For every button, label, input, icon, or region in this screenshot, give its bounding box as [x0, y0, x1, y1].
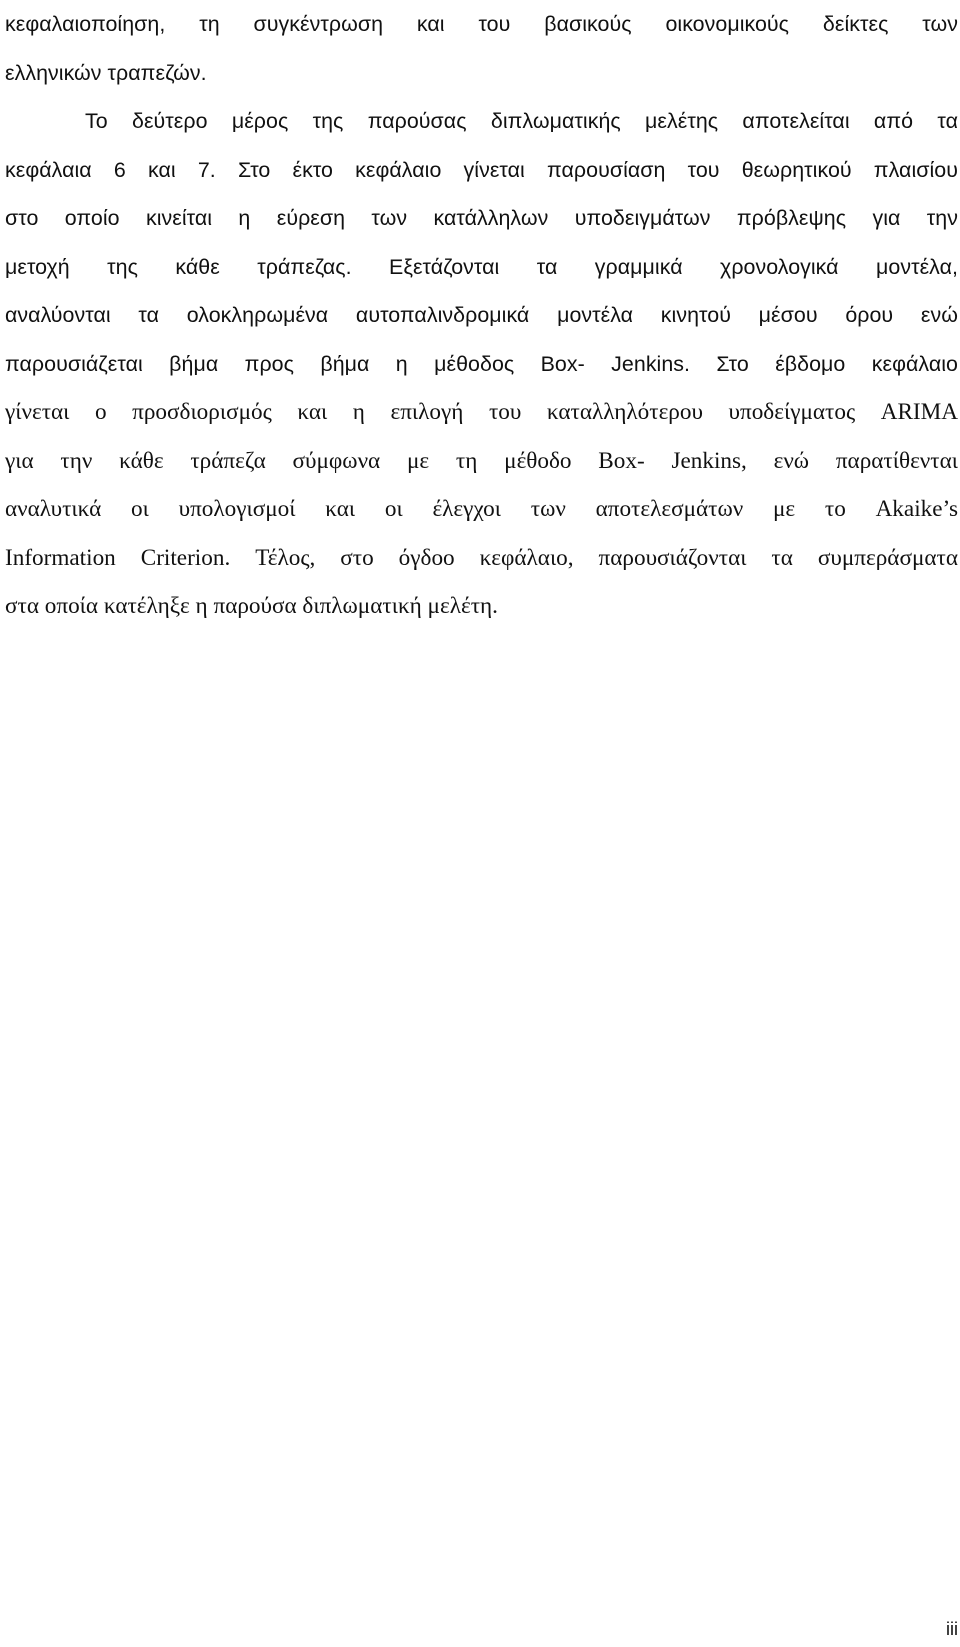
text-line-4: κεφάλαια 6 και 7. Στο έκτο κεφάλαιο γίνεται παρουσίαση του θεωρητικού πλαισίου	[5, 157, 958, 182]
text-line-9: γίνεται ο προσδιορισμός και η επιλογή του καταλληλότερου υποδείγματος ARIMA	[5, 399, 958, 425]
text-line-10: για την κάθε τράπεζα σύμφωνα με τη μέθοδο Box- Jenkins, ενώ παρατίθενται	[5, 447, 958, 474]
text-line-11: αναλυτικά οι υπολογισμοί και οι έλεγχοι των αποτελεσμάτων με το Akaike’s	[5, 496, 958, 522]
text-line-3: Το δεύτερο μέρος της παρούσας διπλωματικής μελέτης αποτελείται από τα	[85, 109, 958, 133]
text-line-1: κεφαλαιοποίηση, τη συγκέντρωση και του βασικούς οικονομικούς δείκτες των	[5, 12, 958, 36]
text-line-13: στα οποία κατέληξε η παρούσα διπλωματική μελέτη.	[5, 593, 498, 619]
text-line-5: στο οποίο κινείται η εύρεση των κατάλληλων υποδειγμάτων πρόβλεψης για την	[5, 206, 958, 230]
text-line-6: μετοχή της κάθε τράπεζας. Εξετάζονται τα γραμμικά χρονολογικά μοντέλα,	[5, 254, 958, 279]
text-line-7: αναλύονται τα ολοκληρωμένα αυτοπαλινδρομικά μοντέλα κινητού μέσου όρου ενώ	[5, 303, 958, 327]
text-line-8: παρουσιάζεται βήμα προς βήμα η μέθοδος Box- Jenkins. Στο έβδομο κεφάλαιο	[5, 351, 958, 376]
text-line-2: ελληνικών τραπεζών.	[5, 60, 207, 85]
page-number: iii	[946, 1619, 958, 1639]
text-line-12: Information Criterion. Τέλος, στο όγδοο κεφάλαιο, παρουσιάζονται τα συμπεράσματα	[5, 544, 958, 571]
body-text	[5, 0, 958, 631]
